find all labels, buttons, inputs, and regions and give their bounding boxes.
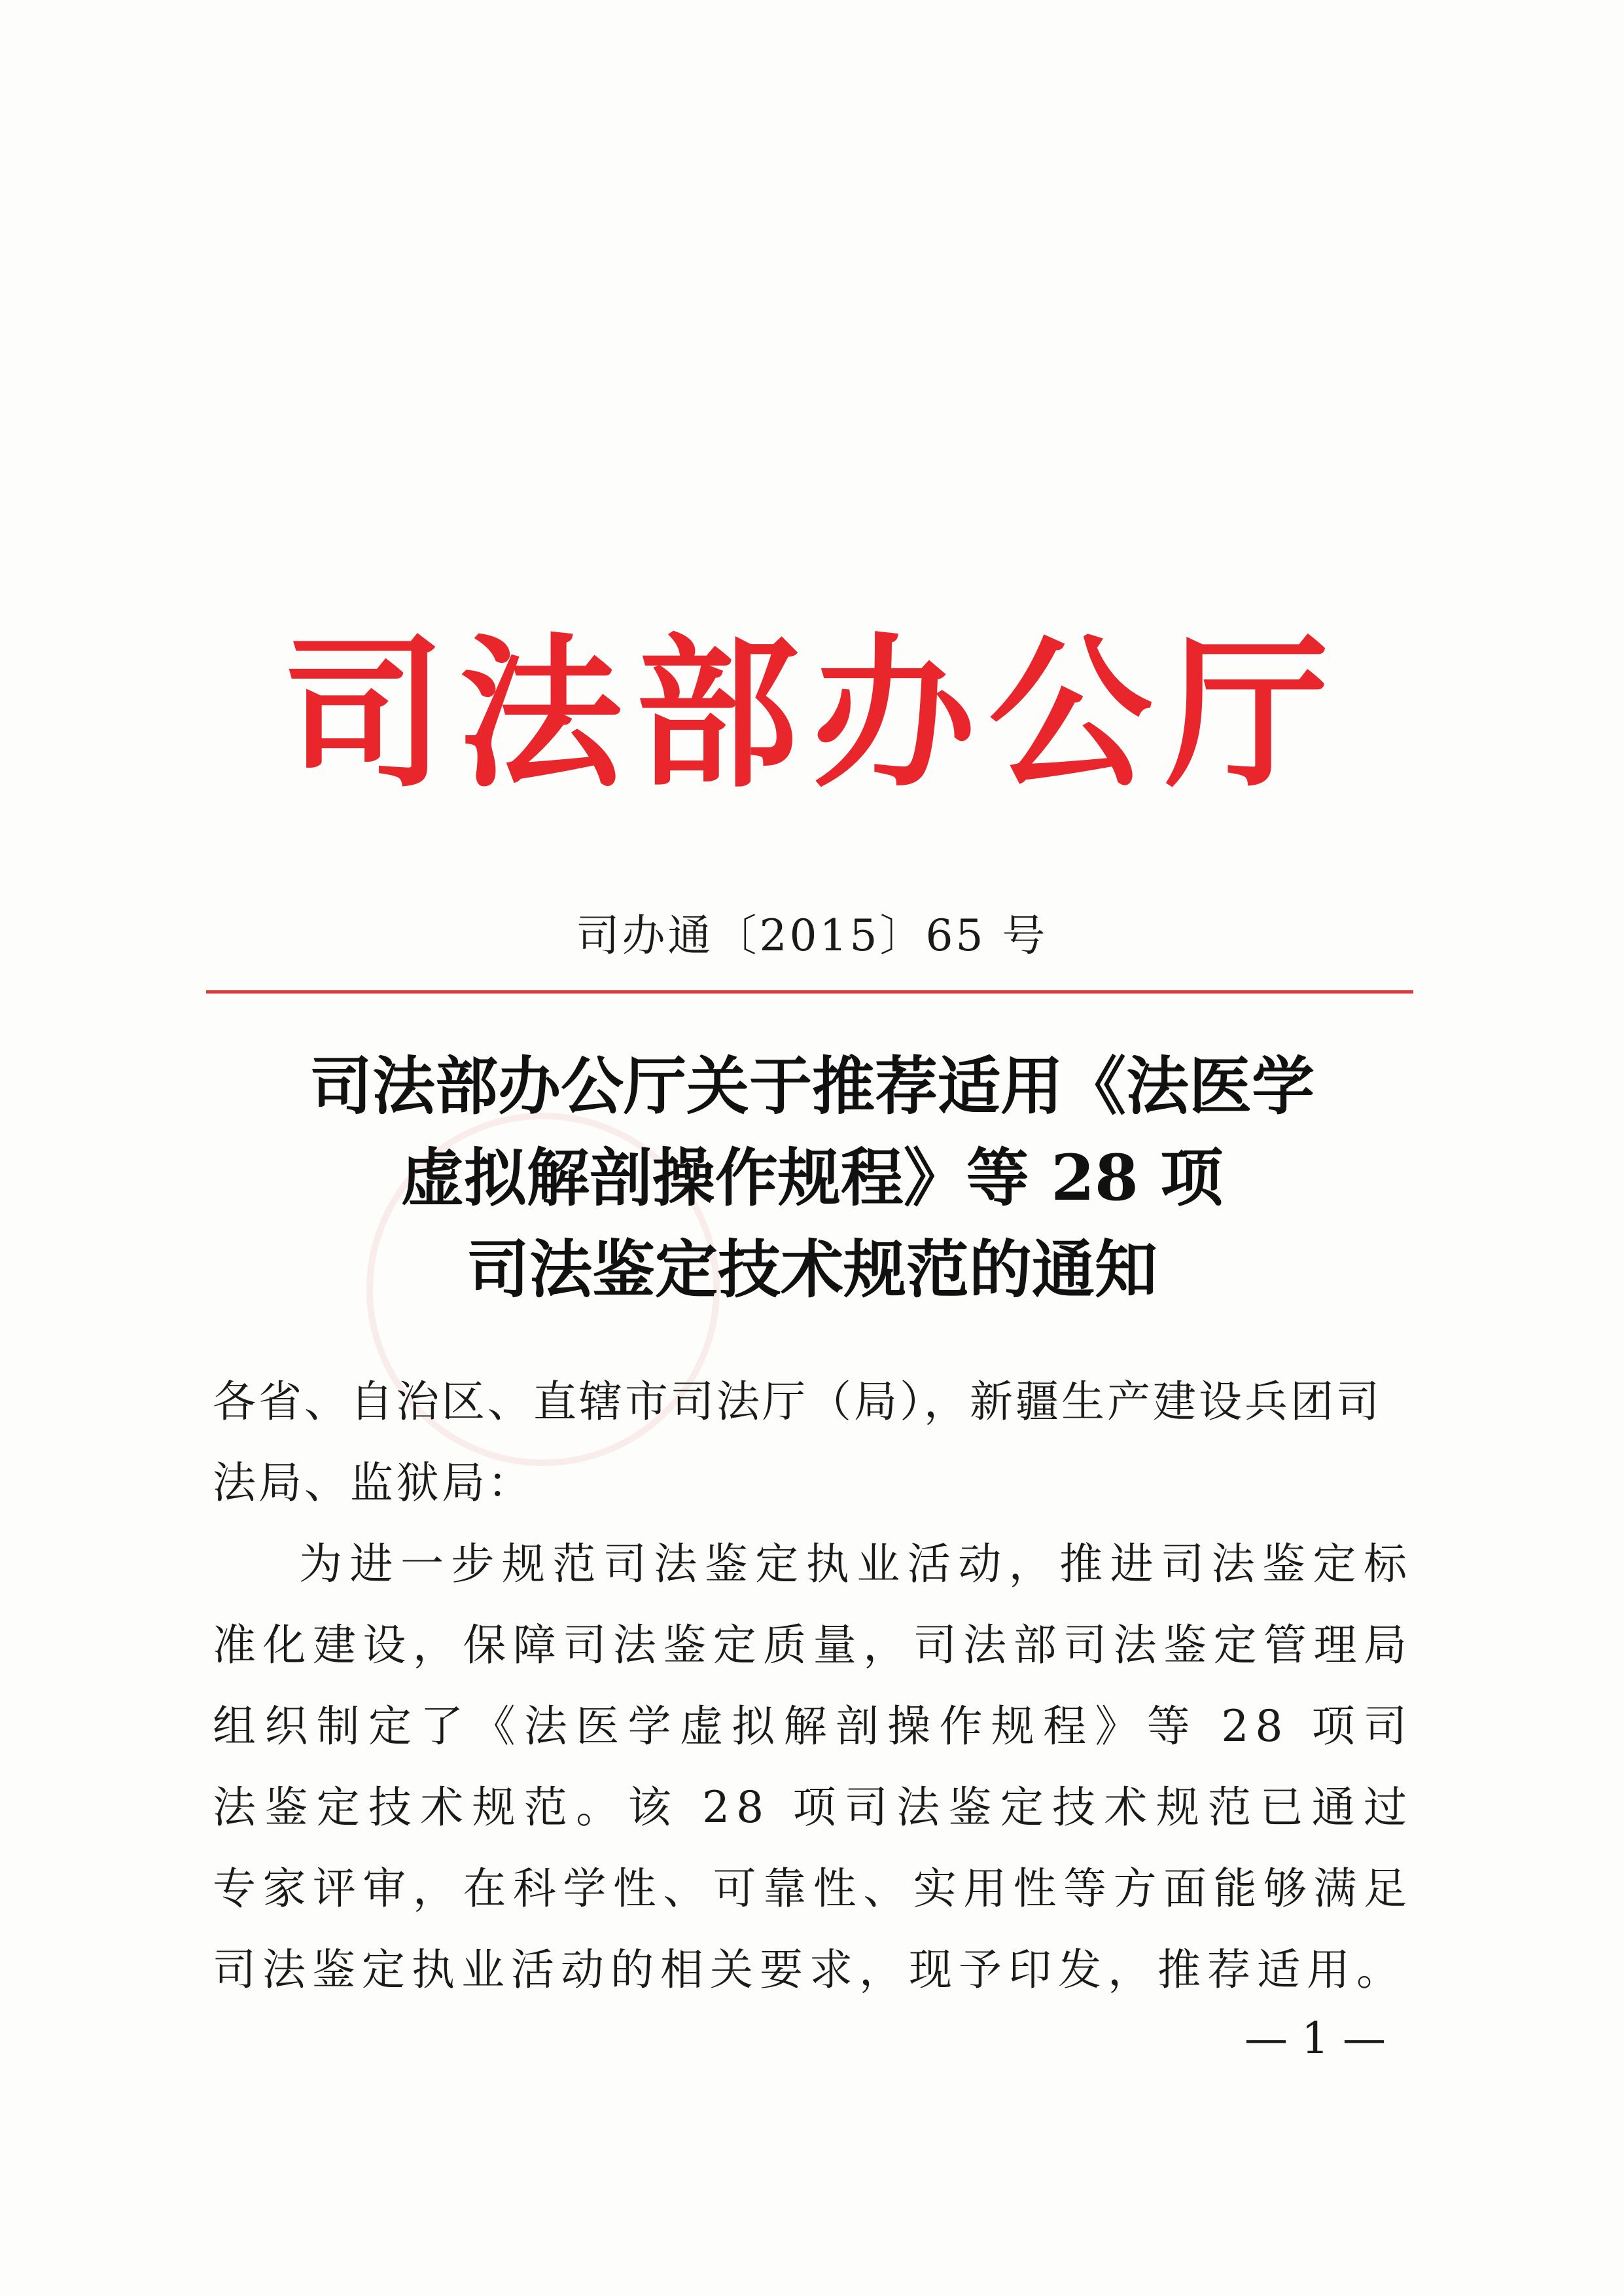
red-header-organization: 司法部办公厅 [282, 617, 1342, 810]
title-line-2: 虚拟解剖操作规程》等 28 项 [400, 1141, 1224, 1215]
document-number: 司办通〔2015〕65 号 [576, 910, 1048, 961]
body-paragraph-1: 为进一步规范司法鉴定执业活动，推进司法鉴定标准化建设，保障司法鉴定质量，司法部司法鉴定管理局组织制定了《法医学虚拟解剖操作规程》等 28 项司法鉴定技术规范。该 28 项司法鉴定技术规范已通过专家评审，在科学性、可靠性、实用性等方面能够满足司法鉴定执业活动的相关要求，现予印发，推荐适用。 [213, 1539, 1413, 1995]
title-line-1: 司法部办公厅关于推荐适用《法医学 [309, 1049, 1315, 1123]
page-number: — 1 — [1244, 2013, 1386, 2064]
red-separator-line [206, 990, 1413, 994]
document-title [131, 1041, 1493, 1316]
document-body [213, 1361, 1413, 2011]
addressee: 各省、自治区、直辖市司法厅（局），新疆生产建设兵团司法局、监狱局： [213, 1376, 1382, 1508]
title-line-3: 司法鉴定技术规范的通知 [467, 1232, 1157, 1306]
